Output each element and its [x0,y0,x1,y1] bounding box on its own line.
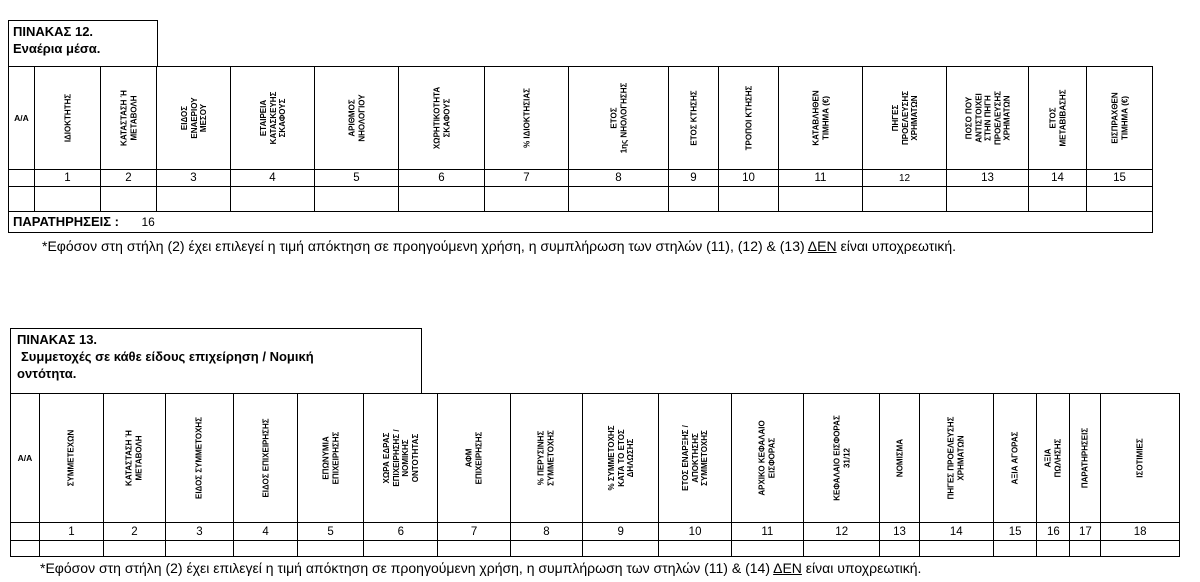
table13-column-number: 14 [919,523,993,541]
table13-data-cell[interactable] [583,541,659,557]
table12-col12-header: ΠΗΓΕΣ ΠΡΟΕΛΕΥΣΗΣ ΧΡΗΜΑΤΩΝ [890,90,919,146]
table13-column-number: 3 [165,523,233,541]
table13-subtitle: Συμμετοχές σε κάθε είδους επιχείρηση / Νομική [21,349,314,364]
table13-column-number: 8 [510,523,582,541]
table12-col6-header: ΧΩΡΗΤΙΚΟΤΗΤΑ ΣΚΑΦΟΥΣ [432,86,451,150]
table13-col14-header: ΠΗΓΕΣ ΠΡΟΕΛΕΥΣΗΣ ΧΡΗΜΑΤΩΝ [946,416,966,500]
table12-column-number: 8 [569,170,669,187]
table12-column-number: 11 [779,170,863,187]
table12-data-cell[interactable] [9,187,35,212]
table12-remarks-label: ΠΑΡΑΤΗΡΗΣΕΙΣ : [13,214,120,229]
table12-number-cell-aa [9,170,35,187]
table13-data-cell[interactable] [364,541,438,557]
table13-col1-header: ΣΥΜΜΕΤΕΧΩΝ [66,429,76,487]
table12-col4-header: ΕΤΑΙΡΕΙΑ ΚΑΤΑΣΚΕΥΗΣ ΣΚΑΦΟΥΣ [258,91,287,145]
table12-aa-header: Α/Α [9,67,35,170]
table13-col8-header: % ΠΕΡΥΣΙΝΗΣ ΣΥΜΜΕΤΟΧΗΣ [536,430,556,486]
table12-title: ΠΙΝΑΚΑΣ 12. [13,24,94,39]
table12-data-cell[interactable] [399,187,485,212]
table12-subtitle: Εναέρια μέσα. [13,41,101,56]
table13-data-cell[interactable] [39,541,103,557]
table12-remarks-row[interactable] [9,212,1153,233]
table13-data-cell[interactable] [234,541,298,557]
table13-column-number: 4 [234,523,298,541]
table13-column-number: 6 [364,523,438,541]
table12-col15-header: ΕΙΣΠΡΑΧΘΕΝ ΤΙΜΗΜΑ (€) [1110,92,1129,144]
table13-column-number: 12 [804,523,880,541]
table13-data-cell[interactable] [1037,541,1070,557]
table12-col5-header: ΑΡΙΘΜΟΣ ΝΗΟΛΟΓΙΟΥ [347,94,366,142]
table13-column-number: 1 [39,523,103,541]
table13-aa-header: Α/Α [11,394,40,523]
table13-col9-header: % ΣΥΜΜΕΤΟΧΗΣ ΚΑΤΑ ΤΟ ΕΤΟΣ ΔΗΛΩΣΗΣ [606,425,635,491]
table13-col2-header: ΚΑΤΑΣΤΑΣΗ Ή ΜΕΤΑΒΟΛΗ [124,430,144,486]
table13-number-cell-aa [11,523,40,541]
table12-title-box [8,20,158,67]
table12-column-number: 6 [399,170,485,187]
table12-column-number: 1 [35,170,101,187]
table12-data-cell[interactable] [669,187,719,212]
table13-column-number: 9 [583,523,659,541]
table13-footnote-emphasis: ΔΕΝ [773,560,802,576]
table12-data-cell[interactable] [35,187,101,212]
table12-column-number: 4 [231,170,315,187]
table13-data-cell[interactable] [1101,541,1180,557]
table12-data-cell[interactable] [315,187,399,212]
table12-col7-header: % ΙΔΙΟΚΤΗΣΙΑΣ [521,88,531,148]
table13-col15-header: ΑΞΙΑ ΑΓΟΡΑΣ [1010,431,1020,485]
table12-col2-header: ΚΑΤΑΣΤΑΣΗ Ή ΜΕΤΑΒΟΛΗ [119,90,138,146]
table13-footnote-end: είναι υποχρεωτική. [801,560,922,576]
table13-data-cell[interactable] [804,541,880,557]
table12-column-number: 10 [719,170,779,187]
table13-col16-header: ΑΞΙΑ ΠΩΛΗΣΗΣ [1043,438,1063,478]
table13-data-cell[interactable] [103,541,165,557]
table13-col3-header: ΕΙΔΟΣ ΣΥΜΜΕΤΟΧΗΣ [194,416,204,500]
table13-data-cell[interactable] [659,541,731,557]
table13-column-number: 15 [993,523,1036,541]
table12-col14-header: ΕΤΟΣ ΜΕΤΑΒΙΒΑΣΗΣ [1048,89,1067,147]
table12-data-cell[interactable] [1029,187,1087,212]
table13-data-cell[interactable] [11,541,40,557]
table13-column-number: 5 [298,523,364,541]
table12-footnote [42,238,956,254]
table12-data-cell[interactable] [863,187,947,212]
table12-data-cell[interactable] [1087,187,1153,212]
table13-data-cell[interactable] [438,541,510,557]
table13-col17-header: ΠΑΡΑΤΗΡΗΣΕΙΣ [1080,427,1090,489]
table12-data-cell[interactable] [719,187,779,212]
table12-col13-header: ΠΟΣΟ ΠΟΥ ΑΝΤΙΣΤΟΙΧΕΙ ΣΤΗΝ ΠΗΓΗ ΠΡΟΕΛΕΥΣΗΣ ΧΡΗΜΑΤΩΝ [963,90,1011,146]
table13-data-cell[interactable] [731,541,803,557]
table12-data-cell[interactable] [101,187,157,212]
table12-column-number: 7 [485,170,569,187]
table13-column-number: 10 [659,523,731,541]
table13-col5-header: ΕΠΩΝΥΜΙΑ ΕΠΙΧΕΙΡΗΣΗΣ [321,431,340,485]
table12-footnote-end: είναι υποχρεωτική. [836,238,957,254]
table12-col8-header: ΕΤΟΣ 1ης ΝΗΟΛΟΓΗΣΗΣ [609,82,628,154]
table12-col11-header: ΚΑΤΑΒΛΗΘΕΝ ΤΙΜΗΜΑ (€) [811,90,830,146]
table13-col6-header: ΧΩΡΑ ΕΔΡΑΣ ΕΠΙΧΕΙΡΗΣΗΣ / ΝΟΜΙΚΗΣ ΟΝΤΟΤΗΤΑΣ [381,429,420,487]
table12-column-number: 12 [863,170,947,187]
table13-column-number: 13 [880,523,919,541]
table13-data-cell[interactable] [510,541,582,557]
table13-data-cell[interactable] [1070,541,1101,557]
table12-data-cell[interactable] [947,187,1029,212]
table12-data-cell[interactable] [157,187,231,212]
table12-remarks-number: 16 [141,215,155,229]
table12-data-cell[interactable] [569,187,669,212]
table13-col18-header: ΙΣΟΤΙΜΙΕΣ [1135,438,1145,478]
table12-column-number: 3 [157,170,231,187]
table12-column-number: 13 [947,170,1029,187]
table13-data-cell[interactable] [880,541,919,557]
table13-col13-header: ΝΟΜΙΣΜΑ [894,438,904,478]
table13-col10-header: ΕΤΟΣ ΕΝΑΡΞΗΣ / ΑΠΟΚΤΗΣΗΣ ΣΥΜΜΕΤΟΧΗΣ [680,425,709,491]
table13-col12-header: ΚΕΦΑΛΑΙΟ ΕΙΣΦΟΡΑΣ 31/12 [832,415,851,501]
table13-title-box [10,328,422,394]
table13-title: ΠΙΝΑΚΑΣ 13. [17,332,98,347]
table12-col1-header: ΙΔΙΟΚΤΗΤΗΣ [62,93,72,143]
table13-column-number: 11 [731,523,803,541]
table13-data-cell[interactable] [165,541,233,557]
table13-subtitle-cont: οντότητα. [17,366,77,381]
table13-data-cell[interactable] [919,541,993,557]
table12-column-number: 2 [101,170,157,187]
table12-col9-header: ΕΤΟΣ ΚΤΗΣΗΣ [688,90,698,146]
table12-col3-header: ΕΙΔΟΣ ΕΝΑΕΡΙΟΥ ΜΕΣΟΥ [179,97,208,139]
table12-footnote-text: *Εφόσον στη στήλη (2) έχει επιλεγεί η τιμή απόκτηση σε προηγούμενη χρήση, η συμπλήρωση των στηλών (11), (12) & (13) [42,238,808,254]
table12-data-cell[interactable] [231,187,315,212]
table13-grid [10,393,1180,557]
table13-data-cell[interactable] [298,541,364,557]
table12-column-number: 14 [1029,170,1087,187]
table12-footnote-emphasis: ΔΕΝ [807,238,837,254]
table12-column-number: 15 [1087,170,1153,187]
table13-column-number: 16 [1037,523,1070,541]
table12-column-number: 9 [669,170,719,187]
table13-col4-header: ΕΙΔΟΣ ΕΠΙΧΕΙΡΗΣΗΣ [260,418,270,498]
table13-column-number: 2 [103,523,165,541]
table13-column-number: 18 [1101,523,1180,541]
table13-footnote [40,560,921,576]
table12-data-cell[interactable] [779,187,863,212]
table12-grid [8,66,1153,233]
table12-data-cell[interactable] [485,187,569,212]
table13-col7-header: ΑΦΜ ΕΠΙΧΕΙΡΗΣΗΣ [464,431,484,485]
table13-data-cell[interactable] [993,541,1036,557]
table13-column-number: 7 [438,523,510,541]
table13-col11-header: ΑΡΧΙΚΟ ΚΕΦΑΛΑΙΟ ΕΙΣΦΟΡΑΣ [757,420,777,496]
table13-column-number: 17 [1070,523,1101,541]
table12-col10-header: ΤΡΟΠΟΙ ΚΤΗΣΗΣ [743,85,753,151]
table12-column-number: 5 [315,170,399,187]
table13-footnote-text: *Εφόσον στη στήλη (2) έχει επιλεγεί η τιμή απόκτηση σε προηγούμενη χρήση, η συμπλήρωση των στηλών (11) & (14) [40,560,774,576]
